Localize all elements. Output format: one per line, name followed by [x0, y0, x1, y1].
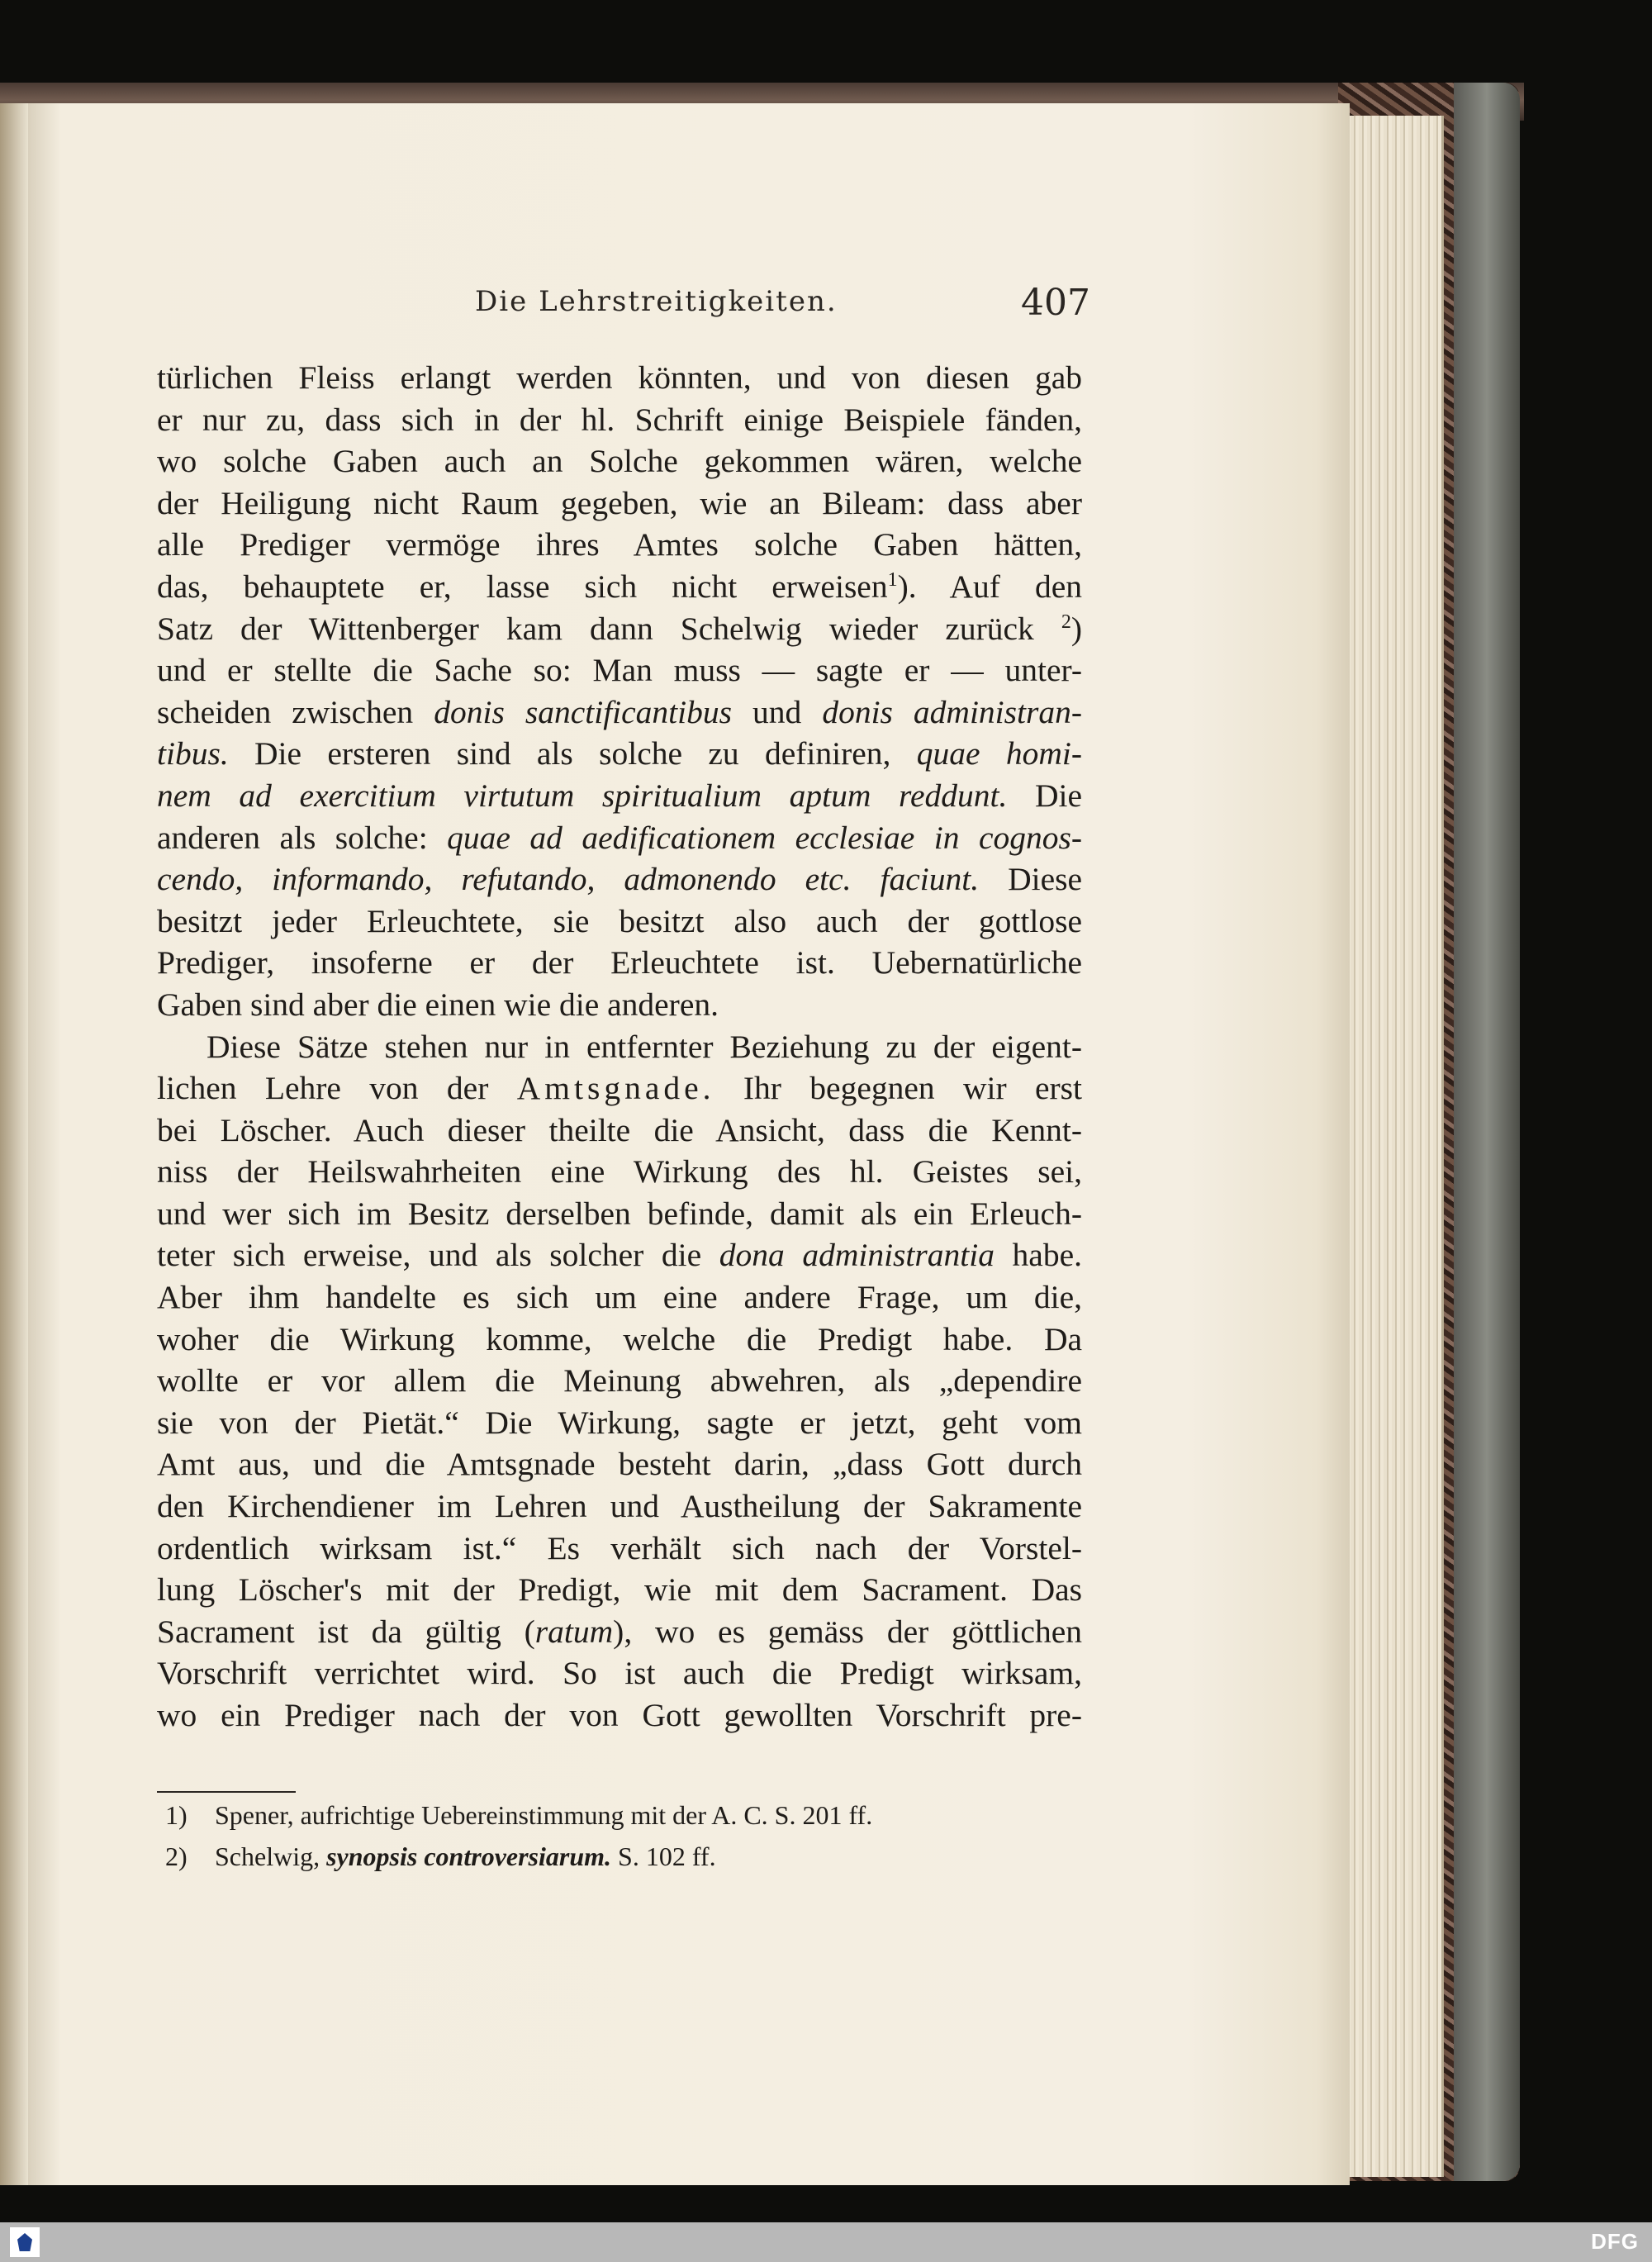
text-line: teter sich erweise, und als solcher die dona administrantia habe. [157, 1237, 1082, 1274]
text-line: ordentlich wirksam ist.“ Es verhält sich nach der Vorstel- [157, 1529, 1082, 1566]
footnote-rule [157, 1791, 296, 1793]
text-line: bei Löscher. Auch dieser theilte die Ansicht, dass die Kennt- [157, 1111, 1082, 1148]
footnotes [165, 1794, 1107, 1877]
text-line: er nur zu, dass sich in der hl. Schrift einige Beispiele fänden, [157, 401, 1082, 438]
text-line: tibus. Die ersteren sind als solche zu definiren, quae homi- [157, 735, 1082, 772]
footnote-2: 2) Schelwig, synopsis controversiarum. S. 102 ff. [165, 1841, 716, 1871]
text-line: und er stellte die Sache so: Man muss — sagte er — unter- [157, 652, 1082, 689]
text-line: Satz der Wittenberger kam dann Schelwig wieder zurück $^2$) [157, 610, 1082, 647]
text-line: Sacrament ist da gültig (ratum), wo es gemäss der göttlichen [157, 1613, 1083, 1650]
text-line: lung Löscher's mit der Predigt, wie mit dem Sacrament. Das [157, 1571, 1082, 1609]
text-line: sie von der Pietät.“ Die Wirkung, sagte er jetzt, geht vom [157, 1404, 1082, 1441]
text-line: Gaben sind aber die einen wie die anderen. [157, 986, 719, 1023]
body-text [157, 357, 1082, 1737]
text-line: lichen Lehre von der Amtsgnade. Ihr begegnen wir erst [157, 1070, 1083, 1107]
text-line: wo ein Prediger nach der von Gott gewollten Vorschrift pre- [157, 1697, 1082, 1733]
book-cover-edge [1454, 83, 1520, 2181]
footnote-1: 1) Spener, aufrichtige Uebereinstimmung mit der A. C. S. 201 ff. [165, 1800, 873, 1830]
text-line: den Kirchendiener im Lehren und Austheilung der Sakramente [157, 1488, 1082, 1525]
text-line: alle Prediger vermöge ihres Amtes solche Gaben hätten, [157, 526, 1082, 563]
text-line: Prediger, insoferne er der Erleuchtete ist. Uebernatürliche [157, 944, 1082, 981]
text-line: wollte er vor allem die Meinung abwehren, als „dependire [157, 1362, 1082, 1399]
text-line: niss der Heilswahrheiten eine Wirkung des hl. Geistes sei, [157, 1153, 1082, 1190]
library-crest-icon [10, 2227, 40, 2257]
viewer-footer [0, 2222, 1652, 2262]
text-line: anderen als solche: quae ad aedificationem ecclesiae in cognos- [157, 819, 1082, 856]
text-line: der Heiligung nicht Raum gegeben, wie an Bileam: dass aber [157, 484, 1082, 521]
text-line: woher die Wirkung komme, welche die Predigt habe. Da [157, 1320, 1082, 1357]
text-line: nem ad exercitium virtutum spiritualium aptum reddunt. Die [157, 777, 1082, 814]
text-line: Aber ihm handelte es sich um eine andere Frage, um die, [157, 1279, 1082, 1316]
text-line: Vorschrift verrichtet wird. So ist auch die Predigt wirksam, [157, 1655, 1082, 1692]
text-line: Diese Sätze stehen nur in entfernter Beziehung zu der eigent- [206, 1028, 1082, 1065]
text-line: scheiden zwischen donis sanctificantibus und donis administran- [157, 693, 1083, 730]
facing-page-edge [0, 103, 28, 2185]
text-line: türlichen Fleiss erlangt werden könnten, und von diesen gab [157, 359, 1082, 396]
text-line: cendo, informando, refutando, admonendo etc. faciunt. Diese [157, 861, 1083, 898]
page-block-edge [1342, 116, 1444, 2177]
text-line: besitzt jeder Erleuchtete, sie besitzt also auch der gottlose [157, 902, 1082, 939]
text-line: Amt aus, und die Amtsgnade besteht darin, „dass Gott durch [157, 1446, 1082, 1483]
footnote-ref: 1 [887, 568, 898, 591]
page-header [157, 282, 1090, 335]
text-line: und wer sich im Besitz derselben befinde, damit als ein Erleuch- [157, 1195, 1082, 1232]
text-line: wo solche Gaben auch an Solche gekommen wären, welche [157, 443, 1082, 480]
page-number: 407 [1021, 282, 1090, 324]
dfg-logo: DFG [1591, 2229, 1639, 2254]
text-line: das, behauptete er, lasse sich nicht erweisen$^1$). Auf den [157, 568, 1082, 605]
running-head: Die Lehrstreitigkeiten. [475, 285, 838, 318]
footnote-ref: 2 [1061, 611, 1071, 633]
